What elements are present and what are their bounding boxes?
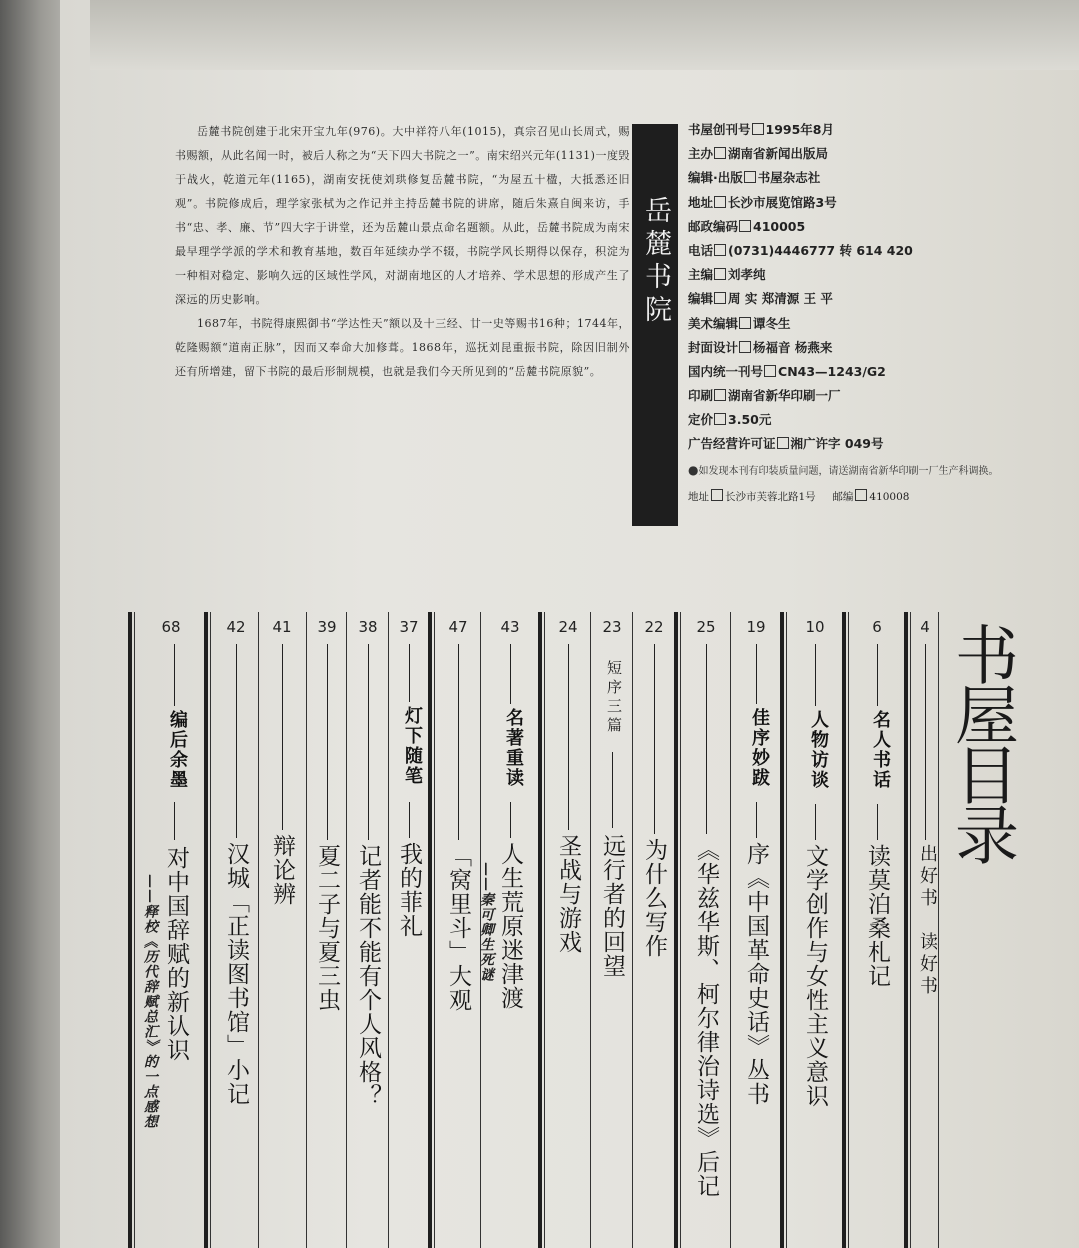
colophon-label: 广告经营许可证	[688, 436, 776, 452]
box-glyph	[739, 220, 751, 232]
page-top-shade	[90, 0, 1079, 70]
toc-divider	[538, 612, 542, 1248]
toc-entry-subtitle: ——秦可卿生死谜	[478, 862, 494, 982]
colophon-row	[688, 410, 1028, 434]
colophon	[688, 120, 1028, 504]
toc-divider	[258, 612, 259, 1248]
toc-divider	[128, 612, 132, 1248]
toc-divider	[848, 612, 849, 1248]
leader-line	[756, 802, 757, 838]
leader-line	[409, 802, 410, 838]
colophon-row	[688, 241, 1028, 265]
history-text	[175, 120, 630, 384]
toc-divider	[346, 612, 347, 1248]
colophon-label: 美术编辑	[688, 315, 739, 331]
vertical-title: 岳麓书院	[640, 196, 671, 328]
colophon-value: 湘广许字 049号	[790, 436, 884, 452]
colophon-value: 杨福音 杨燕来	[753, 339, 833, 355]
toc-entry-title: 「窝里斗」大观	[445, 844, 471, 1012]
toc-divider	[780, 612, 784, 1248]
box-glyph	[714, 413, 726, 425]
toc-entry-subtitle: ——释校《历代辞赋总汇》的一点感想	[142, 874, 158, 1129]
toc-page-number: 39	[317, 618, 337, 636]
leader-line	[409, 644, 410, 702]
toc-entry-title: 出好书 读好书	[917, 844, 938, 998]
colophon-value: 3.50元	[728, 412, 772, 428]
colophon-label: 主办	[688, 146, 714, 162]
toc-entry[interactable]	[850, 612, 904, 1248]
leader-line	[706, 644, 707, 834]
toc-entry-title: 辩论辨	[269, 834, 295, 906]
toc-entry-title: 汉城「正读图书馆」小记	[223, 842, 249, 1106]
box-glyph	[764, 365, 776, 377]
toc-entry[interactable]	[478, 612, 538, 1248]
vertical-title-box	[632, 124, 678, 526]
printer-address	[688, 489, 1028, 504]
toc-entry[interactable]	[348, 612, 388, 1248]
box-glyph	[714, 196, 726, 208]
toc-divider	[428, 612, 432, 1248]
toc-divider	[904, 612, 908, 1248]
toc-entry[interactable]	[682, 612, 730, 1248]
colophon-row	[688, 338, 1028, 362]
toc-entry-title: 读莫泊桑札记	[864, 844, 890, 988]
colophon-value: 湖南省新闻出版局	[728, 146, 829, 162]
colophon-value: 谭冬生	[753, 315, 791, 331]
toc-entry-title: 夏二子与夏三虫	[314, 844, 340, 1012]
toc-page-number: 6	[872, 618, 882, 636]
toc-page-number: 42	[226, 618, 246, 636]
toc-page-number: 25	[696, 618, 716, 636]
leader-line	[877, 644, 878, 706]
colophon-label: 国内统一刊号	[688, 363, 764, 379]
leader-line	[815, 644, 816, 706]
colophon-label: 封面设计	[688, 339, 739, 355]
colophon-label: 编辑·出版	[688, 170, 743, 186]
leader-line	[282, 644, 283, 830]
toc-section-label: 灯下随笔	[402, 706, 423, 786]
box-glyph	[744, 171, 756, 183]
colophon-label: 定价	[688, 412, 714, 428]
toc-page-number: 68	[161, 618, 181, 636]
toc-section-label: 名人书话	[870, 710, 891, 790]
leader-line	[510, 644, 511, 704]
colophon-value: 1995年8月	[765, 122, 835, 137]
toc-section-label: 人物访谈	[808, 710, 829, 790]
toc-entry[interactable]	[216, 612, 256, 1248]
leader-line	[612, 752, 613, 828]
box-glyph	[739, 341, 751, 353]
colophon-value: CN43—1243/G2	[778, 363, 886, 379]
toc-entry[interactable]	[308, 612, 346, 1248]
toc-entry[interactable]	[732, 612, 780, 1248]
toc-page-number: 38	[358, 618, 378, 636]
toc-page-number: 43	[500, 618, 520, 636]
toc-entry-title: 圣战与游戏	[555, 834, 581, 954]
colophon-row	[688, 144, 1028, 168]
printer-address-value: 长沙市芙蓉北路1号	[725, 490, 816, 503]
printer-address-label: 地址	[688, 490, 709, 503]
printing-notice	[688, 459, 1028, 483]
toc-divider	[388, 612, 389, 1248]
colophon-label: 邮政编码	[688, 218, 739, 234]
colophon-row	[688, 362, 1028, 386]
bullet-icon: ●	[688, 462, 699, 477]
toc-entry-title: 我的菲礼	[396, 842, 422, 938]
toc-entry-title: 为什么写作	[641, 838, 667, 958]
colophon-label: 编辑	[688, 291, 714, 307]
colophon-value: 长沙市展览馆路3号	[728, 194, 837, 210]
colophon-row	[688, 265, 1028, 289]
toc-page-number: 41	[272, 618, 292, 636]
colophon-label: 地址	[688, 194, 714, 210]
toc-divider	[910, 612, 911, 1248]
leader-line	[510, 802, 511, 838]
colophon-value: 湖南省新华印刷一厂	[728, 388, 841, 404]
leader-line	[756, 644, 757, 704]
toc-entry[interactable]	[390, 612, 428, 1248]
box-glyph	[714, 292, 726, 304]
printer-zip-value: 410008	[869, 490, 910, 503]
leader-line	[174, 802, 175, 840]
leader-line	[815, 804, 816, 840]
colophon-row	[688, 314, 1028, 338]
toc-divider	[204, 612, 208, 1248]
toc-entry-title: 序《中国革命史话》丛书	[743, 842, 769, 1106]
toc-divider	[434, 612, 435, 1248]
printing-notice-text: 如发现本刊有印装质量问题，请送湖南省新华印刷一厂生产科调换。	[698, 465, 999, 477]
table-of-contents	[120, 612, 1079, 1248]
colophon-value: 刘孝纯	[728, 267, 766, 283]
toc-entry[interactable]	[912, 612, 938, 1248]
leader-line	[327, 644, 328, 840]
toc-title: 书屋目录	[944, 622, 1018, 862]
toc-divider	[786, 612, 787, 1248]
colophon-label: 印刷	[688, 388, 714, 404]
toc-page-number: 22	[644, 618, 664, 636]
toc-section-label: 短序三篇	[605, 660, 623, 736]
toc-entry-title: 对中国辞赋的新认识	[163, 846, 189, 1062]
toc-section-label: 名著重读	[503, 708, 524, 788]
toc-divider	[590, 612, 591, 1248]
box-glyph	[855, 489, 867, 501]
colophon-label: 主编	[688, 267, 714, 283]
colophon-row	[688, 168, 1028, 192]
toc-entry-title: 记者能不能有个人风格？	[355, 844, 381, 1108]
toc-divider	[730, 612, 731, 1248]
toc-section-label: 佳序妙跋	[749, 708, 770, 788]
box-glyph	[777, 437, 789, 449]
toc-divider	[306, 612, 307, 1248]
toc-divider	[134, 612, 135, 1248]
toc-page-number: 4	[920, 618, 930, 636]
colophon-row	[688, 289, 1028, 313]
box-glyph	[752, 123, 764, 135]
toc-page-number: 10	[805, 618, 825, 636]
colophon-label: 书屋创刊号	[688, 122, 751, 137]
colophon-row	[688, 193, 1028, 217]
toc-page-number: 37	[399, 618, 419, 636]
leader-line	[877, 804, 878, 840]
history-paragraph-2: 1687年，书院得康熙御书“学达性天”额以及十三经、廿一史等赐书16种；1744年，乾隆赐额“道南正脉”，因而又奉命大加修葺。1868年，巡抚刘昆重振书院，除因旧制外还有所增建，留下书院的最后形制规模，也就是我们今天所见到的“岳麓书院原貌”。	[175, 317, 630, 378]
toc-entry[interactable]	[634, 612, 674, 1248]
leader-line	[368, 644, 369, 840]
toc-divider	[674, 612, 678, 1248]
leader-line	[458, 644, 459, 840]
colophon-row	[688, 386, 1028, 410]
colophon-row	[688, 434, 1028, 458]
toc-divider	[632, 612, 633, 1248]
box-glyph	[714, 244, 726, 256]
toc-page-number: 19	[746, 618, 766, 636]
colophon-value: 410005	[753, 218, 806, 234]
box-glyph	[714, 268, 726, 280]
box-glyph	[739, 317, 751, 329]
printer-zip-label: 邮编	[832, 490, 854, 503]
toc-entry[interactable]	[546, 612, 590, 1248]
toc-entry-title: 《华兹华斯、柯尔律治诗选》后记	[693, 838, 719, 1198]
colophon-value: (0731)4446777 转 614 420	[728, 242, 913, 258]
leader-line	[174, 644, 175, 706]
toc-entry-title: 远行者的回望	[599, 834, 625, 978]
toc-entry[interactable]	[592, 612, 632, 1248]
colophon-row	[688, 217, 1028, 241]
leader-line	[925, 644, 926, 840]
toc-entry[interactable]	[140, 612, 202, 1248]
toc-divider	[680, 612, 681, 1248]
toc-entry[interactable]	[788, 612, 842, 1248]
toc-entry[interactable]	[260, 612, 304, 1248]
colophon-label: 电话	[688, 242, 714, 258]
colophon-row	[688, 120, 1028, 144]
toc-page-number: 47	[448, 618, 468, 636]
leader-line	[236, 644, 237, 838]
toc-entry-title: 人生荒原迷津渡	[497, 842, 523, 1010]
toc-entry-title: 文学创作与女性主义意识	[802, 844, 828, 1108]
toc-entry[interactable]	[436, 612, 480, 1248]
colophon-value: 书屋杂志社	[757, 170, 821, 186]
toc-page-number: 24	[558, 618, 578, 636]
leader-line	[654, 644, 655, 834]
leader-line	[568, 644, 569, 830]
toc-divider	[842, 612, 846, 1248]
box-glyph	[711, 489, 723, 501]
colophon-value: 周 实 郑清源 王 平	[728, 291, 833, 307]
toc-page-number: 23	[602, 618, 622, 636]
toc-divider	[210, 612, 211, 1248]
box-glyph	[714, 389, 726, 401]
toc-section-label: 编后余墨	[167, 710, 188, 790]
history-paragraph-1: 岳麓书院创建于北宋开宝九年(976)。大中祥符八年(1015)，真宗召见山长周式，赐书赐额，从此名闻一时，被后人称之为“天下四大书院之一”。南宋绍兴元年(1131)一度毁于战火，乾道元年(1165)，湖南安抚使刘珙修复岳麓书院，“为屋五十楹，大抵悉还旧观”。书院修成后，理学家张栻为之作记并主持岳麓书院的讲席，随后朱熹自闽来访，手书“忠、孝、廉、节”四大字于讲堂，还为岳麓山景点命名题额。从此，岳麓书院成为南宋最早理学学派的学术和教育基地，数百年延续办学不辍，书院学风长期得以保存，积淀为一种相对稳定、影响久远的区域性学风，对湖南地区的人才培养、学术思想的形成产生了深远的历史影响。	[175, 125, 630, 306]
toc-divider	[544, 612, 545, 1248]
box-glyph	[714, 147, 726, 159]
